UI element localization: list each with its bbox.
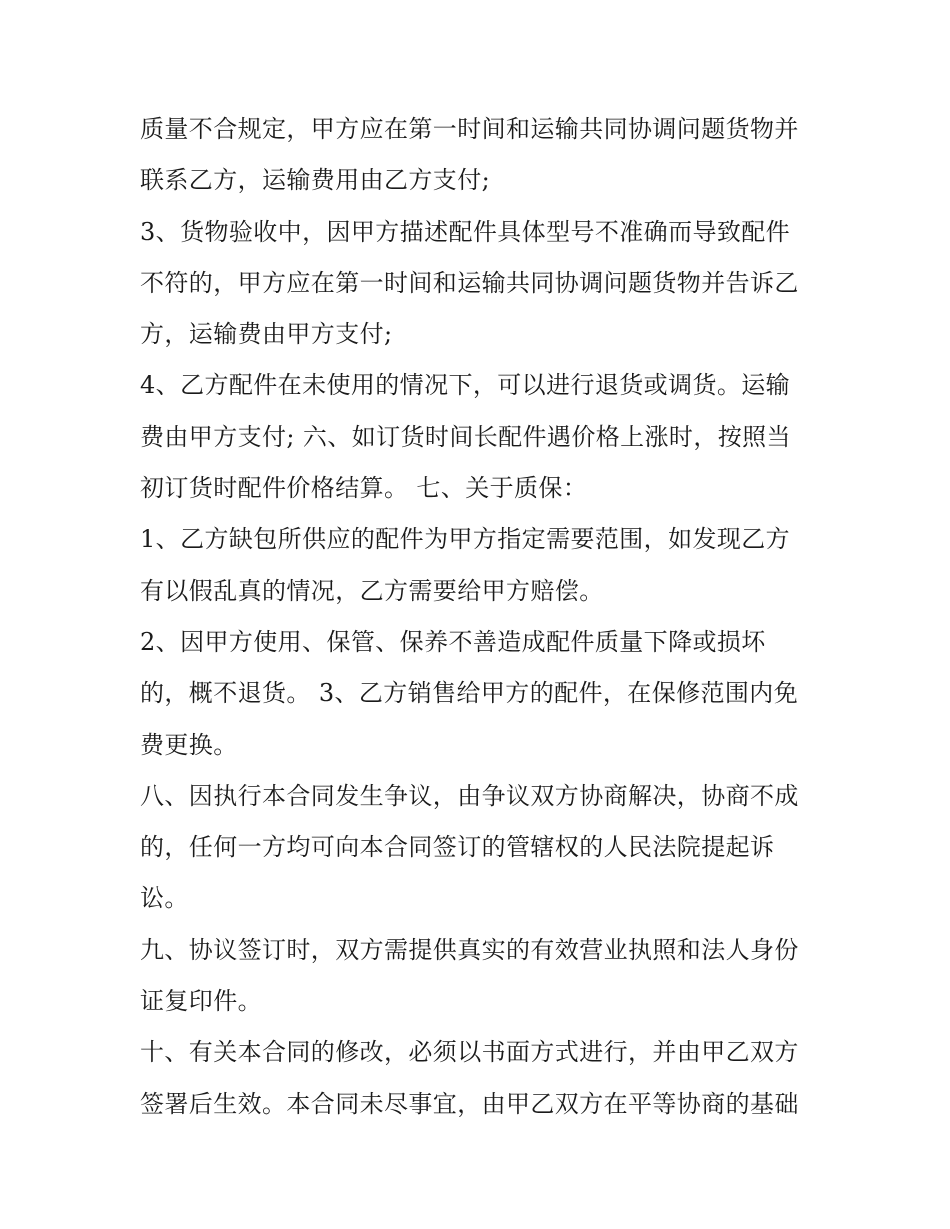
text-line: 4、乙方配件在未使用的情况下，可以进行退货或调货。运输 <box>140 371 791 400</box>
text-line: 十、有关本合同的修改，必须以书面方式进行，并由甲乙双方 <box>140 1038 799 1067</box>
text-line: 的，任何一方均可向本合同签订的管辖权的人民法院提起诉 <box>140 833 775 862</box>
text-line: 方，运输费由甲方支付; <box>140 320 393 349</box>
text-line: 质量不合规定，甲方应在第一时间和运输共同协调问题货物并 <box>140 115 799 143</box>
text-line: 2、因甲方使用、保管、保养不善造成配件质量下降或损坏 <box>140 627 766 656</box>
text-line: 的，概不退货。 3、乙方销售给甲方的配件，在保修范围内免 <box>140 679 799 708</box>
text-line: 讼。 <box>140 884 189 913</box>
text-line: 费由甲方支付; 六、如订货时间长配件遇价格上涨时，按照当 <box>140 422 791 451</box>
text-line: 3、货物验收中，因甲方描述配件具体型号不准确而导致配件 <box>140 217 791 246</box>
text-line: 有以假乱真的情况，乙方需要给甲方赔偿。 <box>140 576 604 605</box>
text-line: 1、乙方缺包所供应的配件为甲方指定需要范围，如发现乙方 <box>140 525 791 554</box>
text-line: 签署后生效。本合同未尽事宜，由甲乙双方在平等协商的基础 <box>140 1089 799 1118</box>
text-line: 八、因执行本合同发生争议，由争议双方协商解决，协商不成 <box>140 781 799 810</box>
text-line: 初订货时配件价格结算。 七、关于质保： <box>140 474 588 503</box>
document-body <box>140 104 820 1130</box>
text-line: 不符的，甲方应在第一时间和运输共同协调问题货物并告诉乙 <box>140 268 799 297</box>
text-line: 联系乙方，运输费用由乙方支付; <box>140 166 491 195</box>
text-line: 九、协议签订时，双方需提供真实的有效营业执照和法人身份 <box>140 935 799 964</box>
text-line: 费更换。 <box>140 730 238 759</box>
text-line: 证复印件。 <box>140 987 262 1016</box>
